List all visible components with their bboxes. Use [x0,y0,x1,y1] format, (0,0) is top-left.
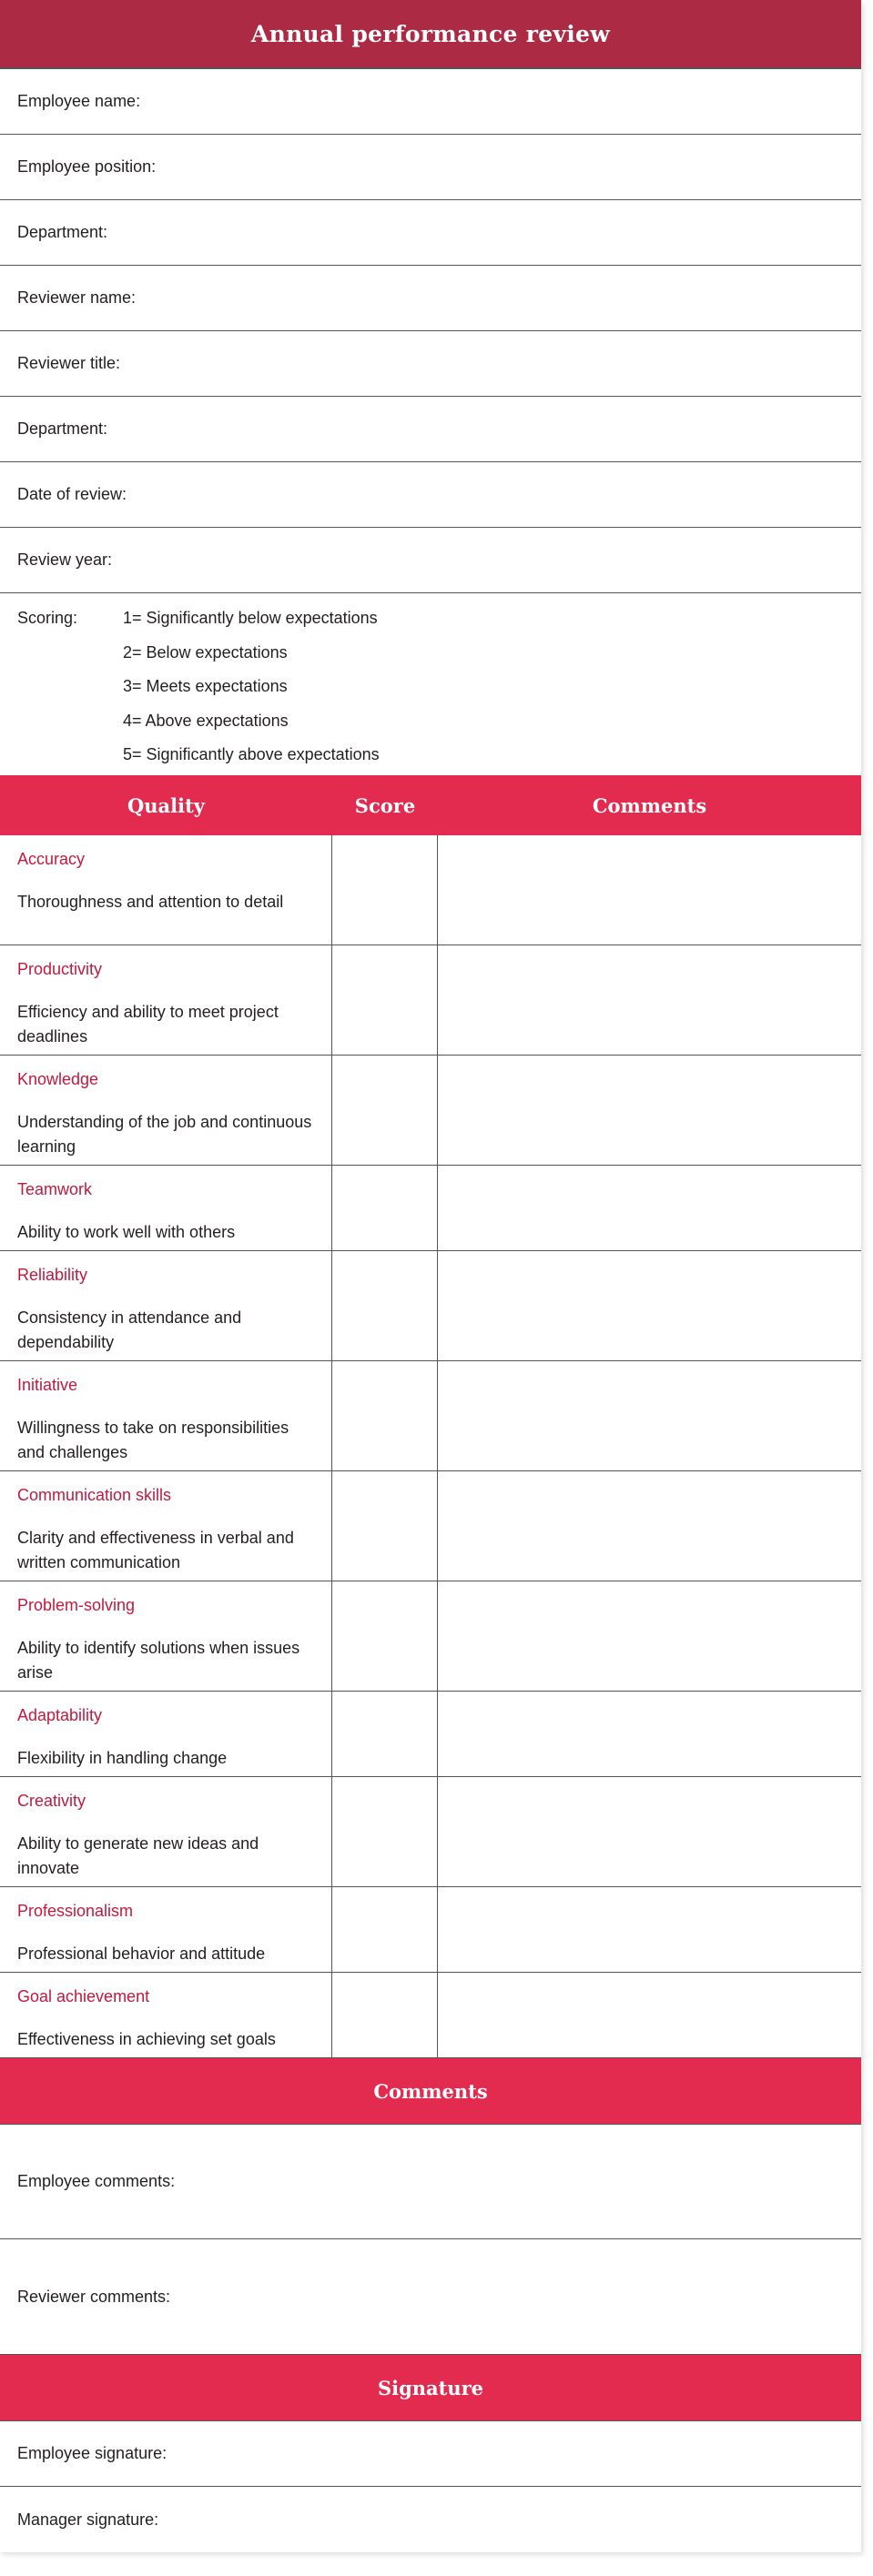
quality-cell [0,1692,332,1776]
table-row [0,1251,861,1361]
scoring-legend [0,593,861,775]
table-row [0,835,861,945]
quality-cell [0,1973,332,2057]
table-row [0,1471,861,1581]
score-cell[interactable] [332,1166,438,1250]
quality-name: Adaptability [17,1706,103,1724]
comments-cell[interactable] [438,1692,861,1776]
quality-description: Willingness to take on responsibilities and challenges [17,1419,289,1461]
field-label: Reviewer title: [17,354,121,372]
field-label: Employee name: [17,92,141,110]
reviewer-name-field[interactable] [0,266,861,331]
scoring-item: 1= Significantly below expectations [123,609,378,627]
reviewer-comments-field[interactable] [0,2239,861,2354]
quality-description: Understanding of the job and continuous learning [17,1113,312,1156]
comments-column-header: Comments [592,793,707,817]
table-row [0,1166,861,1251]
field-label: Department: [17,223,108,241]
score-cell[interactable] [332,1361,438,1470]
comments-cell[interactable] [438,1777,861,1886]
quality-name: Reliability [17,1266,88,1284]
comments-cell[interactable] [438,835,861,945]
comments-cell[interactable] [438,1471,861,1581]
reviewer-department-field[interactable] [0,397,861,462]
quality-name: Productivity [17,960,103,978]
quality-description: Ability to work well with others [17,1223,236,1241]
quality-description: Clarity and effectiveness in verbal and written communication [17,1529,294,1571]
comments-heading: Comments [373,2079,488,2103]
quality-name: Knowledge [17,1070,99,1088]
employee-signature-field[interactable] [0,2421,861,2487]
scoring-label: Scoring: [17,609,78,627]
quality-name: Goal achievement [17,1987,150,2005]
quality-table [0,835,861,2057]
quality-cell [0,1361,332,1470]
quality-cell [0,945,332,1055]
quality-cell [0,835,332,945]
employee-department-field[interactable] [0,200,861,266]
comments-cell[interactable] [438,1581,861,1691]
scoring-item: 2= Below expectations [123,642,288,662]
score-cell[interactable] [332,1251,438,1360]
quality-description: Effectiveness in achieving set goals [17,2030,276,2048]
table-row [0,1056,861,1166]
quality-table-header [0,775,861,835]
employee-comments-field[interactable] [0,2125,861,2239]
reviewer-title-field[interactable] [0,331,861,397]
comments-cell[interactable] [438,945,861,1055]
field-label: Manager signature: [17,2510,159,2529]
table-row [0,1777,861,1887]
quality-description: Ability to generate new ideas and innovate [17,1834,259,1877]
quality-cell [0,1887,332,1972]
quality-cell [0,1777,332,1886]
quality-column-header: Quality [127,793,206,817]
manager-signature-field[interactable] [0,2487,861,2552]
comments-cell[interactable] [438,1361,861,1470]
score-cell[interactable] [332,1887,438,1972]
field-label: Review year: [17,551,113,569]
score-cell[interactable] [332,1973,438,2057]
quality-name: Creativity [17,1792,86,1810]
scoring-item: 5= Significantly above expectations [123,745,380,763]
quality-name: Professionalism [17,1902,134,1920]
quality-name: Communication skills [17,1486,172,1504]
date-of-review-field[interactable] [0,462,861,528]
quality-description: Professional behavior and attitude [17,1945,266,1963]
quality-cell [0,1471,332,1581]
score-cell[interactable] [332,1692,438,1776]
scoring-list [123,609,380,780]
table-row [0,945,861,1056]
quality-cell [0,1056,332,1165]
quality-description: Consistency in attendance and dependability [17,1308,242,1351]
score-cell[interactable] [332,945,438,1055]
field-label: Employee position: [17,157,157,176]
review-year-field[interactable] [0,528,861,593]
field-label: Department: [17,419,108,438]
scoring-item: 4= Above expectations [123,711,289,730]
score-cell[interactable] [332,1581,438,1691]
score-cell[interactable] [332,1777,438,1886]
signature-heading: Signature [377,2376,484,2399]
score-column-header: Score [354,793,416,817]
title-bar [0,0,861,69]
quality-cell [0,1581,332,1691]
signature-section-header [0,2354,861,2421]
field-label: Employee signature: [17,2444,167,2462]
field-label: Date of review: [17,485,127,503]
field-label: Employee comments: [17,2172,176,2190]
table-row [0,1973,861,2057]
quality-description: Efficiency and ability to meet project deadlines [17,1003,279,1046]
score-cell[interactable] [332,835,438,945]
field-label: Reviewer name: [17,288,137,307]
field-label: Reviewer comments: [17,2287,171,2306]
comments-cell[interactable] [438,1973,861,2057]
comments-section-header [0,2057,861,2125]
employee-name-field[interactable] [0,69,861,135]
quality-description: Ability to identify solutions when issues arise [17,1639,300,1682]
table-row [0,1692,861,1777]
table-row [0,1581,861,1692]
score-cell[interactable] [332,1056,438,1165]
form-title: Annual performance review [250,20,611,47]
comments-cell[interactable] [438,1056,861,1165]
quality-name: Teamwork [17,1180,93,1198]
table-row [0,1361,861,1471]
comments-cell[interactable] [438,1166,861,1250]
quality-name: Accuracy [17,850,86,868]
comments-cell[interactable] [438,1251,861,1360]
quality-description: Thoroughness and attention to detail [17,893,284,911]
employee-position-field[interactable] [0,135,861,200]
score-cell[interactable] [332,1471,438,1581]
quality-name: Problem-solving [17,1596,136,1614]
quality-name: Initiative [17,1376,78,1394]
table-row [0,1887,861,1973]
quality-cell [0,1251,332,1360]
scoring-item: 3= Meets expectations [123,677,288,695]
comments-cell[interactable] [438,1887,861,1972]
quality-description: Flexibility in handling change [17,1749,228,1767]
quality-cell [0,1166,332,1250]
